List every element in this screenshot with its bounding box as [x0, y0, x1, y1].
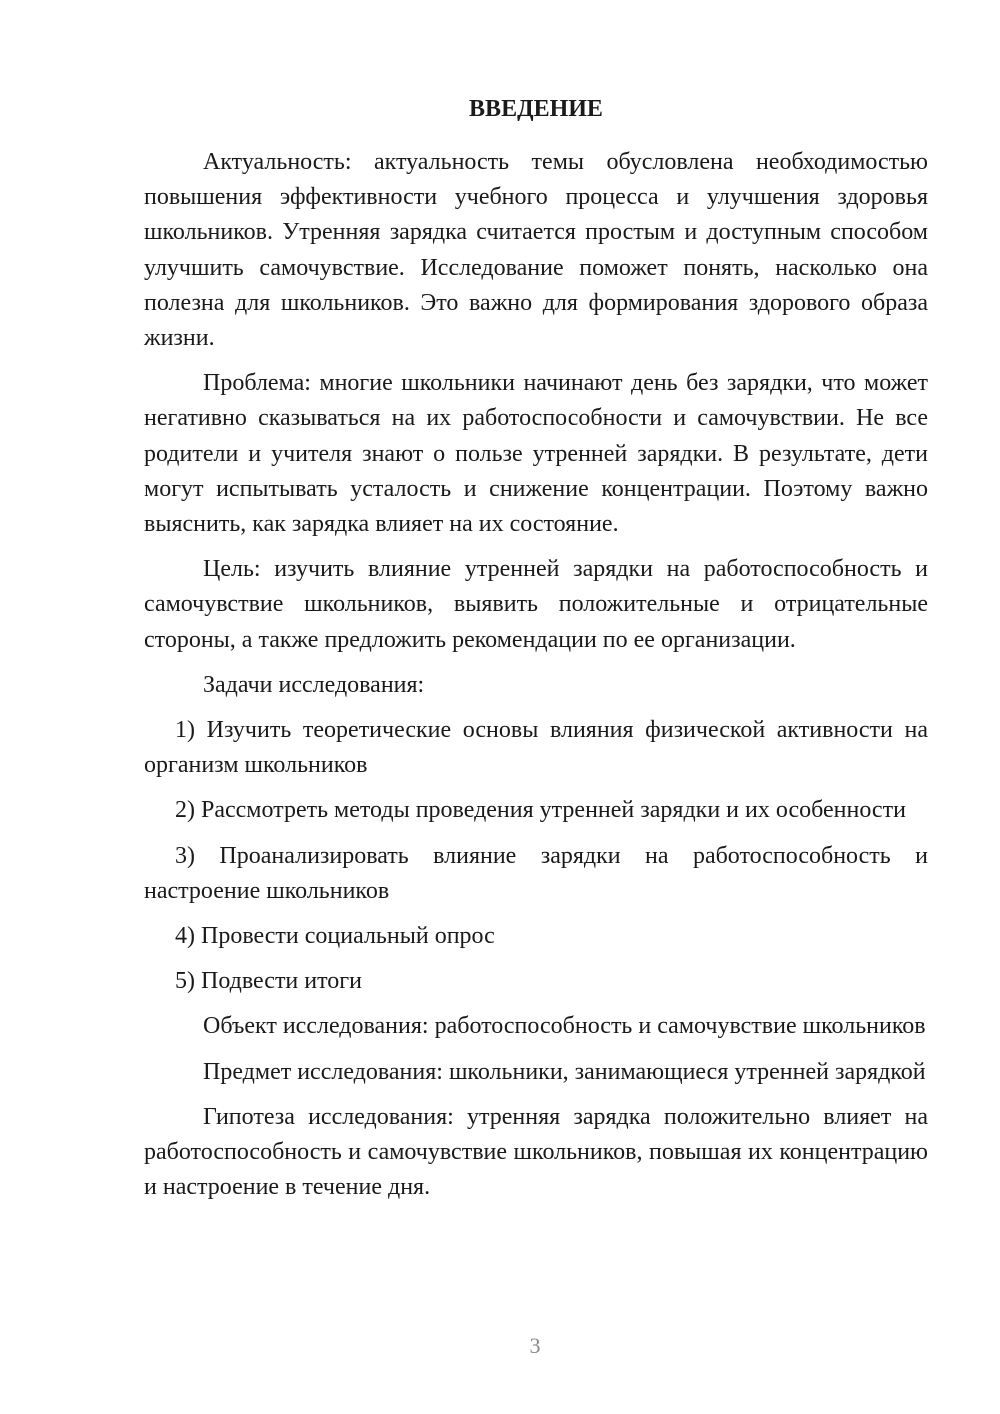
task-item: 4) Провести социальный опрос	[175, 923, 495, 950]
tasks-heading: Задачи исследования:	[203, 671, 425, 698]
subject-paragraph: Предмет исследования: школьники, занимающиеся утренней зарядкой	[203, 1058, 926, 1085]
page-content	[144, 92, 928, 1215]
task-item: 3) Проанализировать влияние зарядки на работоспособность и настроение школьников	[144, 842, 928, 904]
problem-paragraph: Проблема: многие школьники начинают день без зарядки, что может негативно сказываться на их работоспособности и самочувствии. Не все родители и учителя знают о пользе утренней зарядки. В результате, дети могут испытывать усталость и снижение концентрации. Поэтому важно выяснить, как зарядка влияет на их состояние.	[144, 370, 928, 538]
page-title: ВВЕДЕНИЕ	[469, 96, 603, 122]
object-paragraph: Объект исследования: работоспособность и самочувствие школьников	[203, 1013, 926, 1040]
hypothesis-paragraph: Гипотеза исследования: утренняя зарядка положительно влияет на работоспособность и самочувствие школьников, повышая их концентрацию и настроение в течение дня.	[144, 1103, 928, 1201]
relevance-paragraph: Актуальность: актуальность темы обусловлена необходимостью повышения эффективности учебного процесса и улучшения здоровья школьников. Утренняя зарядка считается простым и доступным способом улучшить самочувствие. Исследование поможет понять, насколько она полезна для школьников. Это важно для формирования здорового образа жизни.	[144, 149, 928, 352]
task-item: 1) Изучить теоретические основы влияния физической активности на организм школьников	[144, 717, 928, 779]
task-item: 5) Подвести итоги	[175, 968, 362, 995]
page-number: 3	[529, 1333, 541, 1358]
goal-paragraph: Цель: изучить влияние утренней зарядки на работоспособность и самочувствие школьников, выявить положительные и отрицательные стороны, а также предложить рекомендации по ее организации.	[144, 556, 928, 653]
task-item: 2) Рассмотреть методы проведения утренней зарядки и их особенности	[175, 797, 906, 824]
